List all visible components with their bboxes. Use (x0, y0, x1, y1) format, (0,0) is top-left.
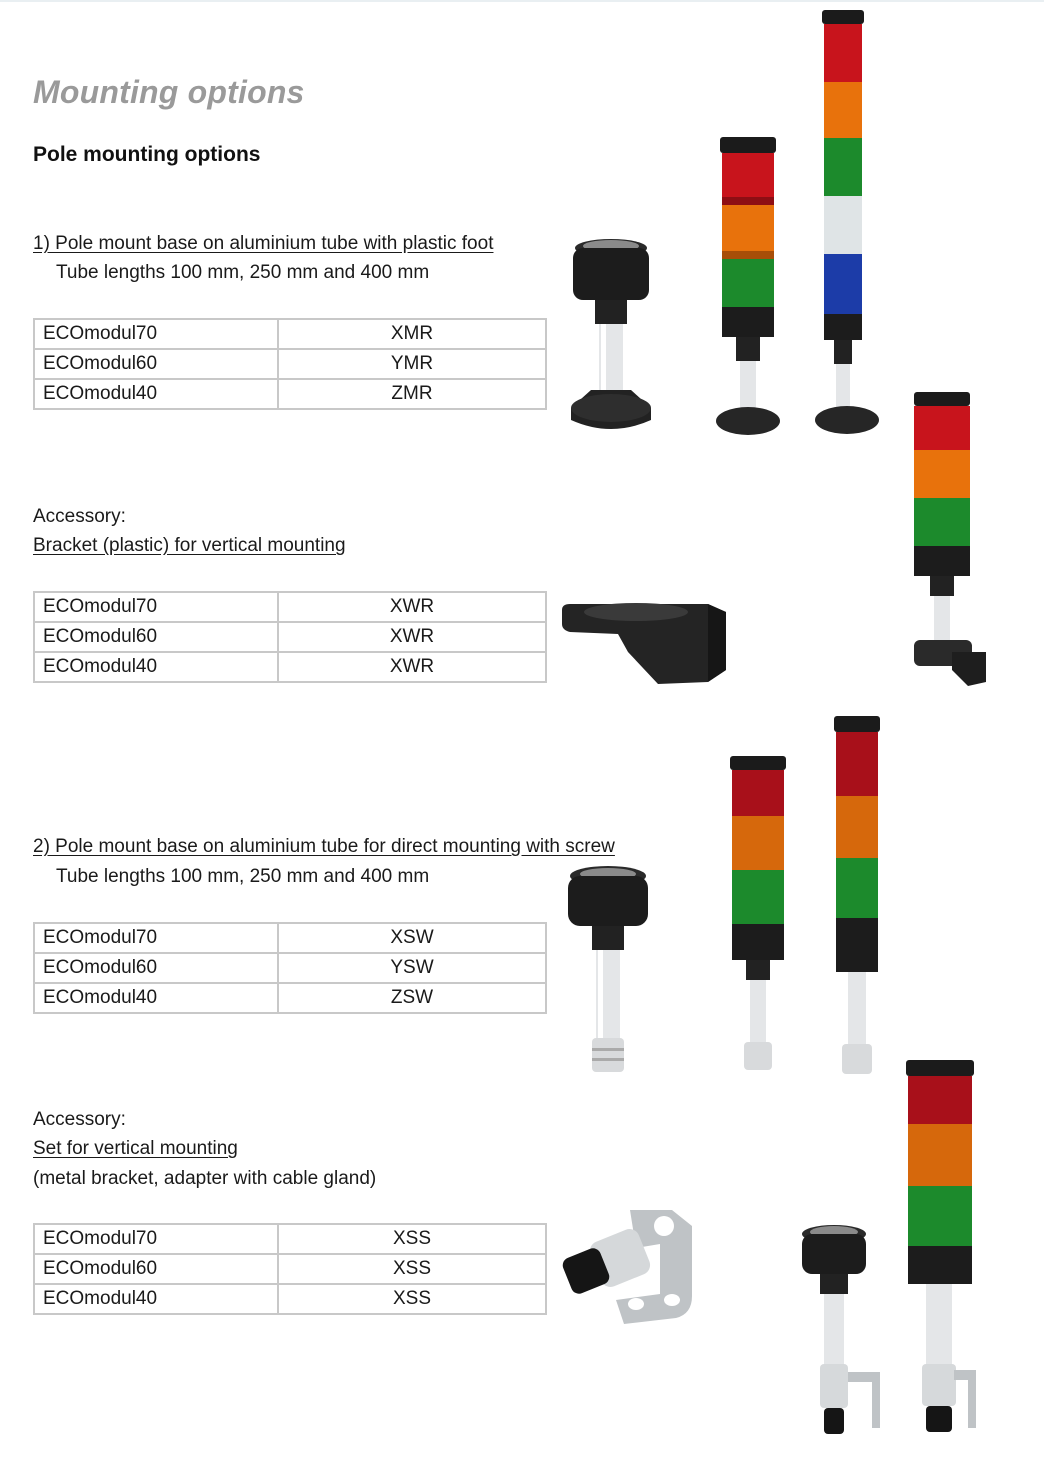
code-cell: XWR (278, 592, 546, 622)
model-cell: ECOmodul60 (34, 349, 278, 379)
table-row (34, 349, 546, 379)
accessory2-heading: Set for vertical mounting (33, 1138, 238, 1159)
model-cell: ECOmodul40 (34, 983, 278, 1013)
code-cell: YMR (278, 349, 546, 379)
table-row (34, 379, 546, 409)
metal-bracket-set-image (560, 1204, 700, 1326)
signal-tower-screw-4-tier-image (830, 714, 886, 1076)
code-cell: XSS (278, 1224, 546, 1254)
pole-mount-base-image (565, 232, 657, 436)
accessory2-label: Accessory: (33, 1109, 126, 1130)
tower-on-bracket-image (908, 390, 990, 688)
code-cell: XSS (278, 1284, 546, 1314)
option1-subheading: Tube lengths 100 mm, 250 mm and 400 mm (56, 262, 430, 283)
accessory1-label: Accessory: (33, 506, 126, 527)
signal-tower-3-tier-image (714, 135, 782, 441)
table-row (34, 1284, 546, 1314)
signal-tower-5-tier-image (812, 8, 882, 440)
section-title: Pole mounting options (33, 143, 261, 166)
accessory2-table (33, 1223, 547, 1315)
accessory1-heading: Bracket (plastic) for vertical mounting (33, 535, 346, 556)
code-cell: YSW (278, 953, 546, 983)
model-cell: ECOmodul60 (34, 953, 278, 983)
table-row (34, 1254, 546, 1284)
page-title: Mounting options (33, 74, 305, 110)
model-cell: ECOmodul70 (34, 592, 278, 622)
pole-mount-screw-image (562, 862, 654, 1074)
code-cell: XWR (278, 622, 546, 652)
table-row (34, 592, 546, 622)
code-cell: ZSW (278, 983, 546, 1013)
model-cell: ECOmodul40 (34, 1284, 278, 1314)
option2-heading: 2) Pole mount base on aluminium tube for direct mounting with screw (33, 836, 615, 857)
table-row (34, 622, 546, 652)
model-cell: ECOmodul70 (34, 923, 278, 953)
code-cell: XSW (278, 923, 546, 953)
accessory1-table (33, 591, 547, 683)
accessory2-note: (metal bracket, adapter with cable gland) (33, 1168, 377, 1189)
model-cell: ECOmodul40 (34, 379, 278, 409)
table-row (34, 1224, 546, 1254)
signal-tower-screw-3-tier-image (726, 754, 790, 1072)
model-cell: ECOmodul70 (34, 1224, 278, 1254)
model-cell: ECOmodul60 (34, 1254, 278, 1284)
option1-heading: 1) Pole mount base on aluminium tube with plastic foot (33, 233, 494, 254)
table-row (34, 953, 546, 983)
table-row (34, 983, 546, 1013)
table-row (34, 319, 546, 349)
option1-table (33, 318, 547, 410)
code-cell: XSS (278, 1254, 546, 1284)
table-row (34, 923, 546, 953)
model-cell: ECOmodul60 (34, 622, 278, 652)
option2-table (33, 922, 547, 1014)
code-cell: ZMR (278, 379, 546, 409)
option2-subheading: Tube lengths 100 mm, 250 mm and 400 mm (56, 866, 430, 887)
table-row (34, 652, 546, 682)
base-with-metal-set-image (796, 1222, 886, 1438)
model-cell: ECOmodul40 (34, 652, 278, 682)
plastic-bracket-image (558, 600, 730, 686)
top-rule (0, 0, 1044, 2)
code-cell: XWR (278, 652, 546, 682)
code-cell: XMR (278, 319, 546, 349)
tower-with-metal-set-image (900, 1058, 982, 1436)
model-cell: ECOmodul70 (34, 319, 278, 349)
